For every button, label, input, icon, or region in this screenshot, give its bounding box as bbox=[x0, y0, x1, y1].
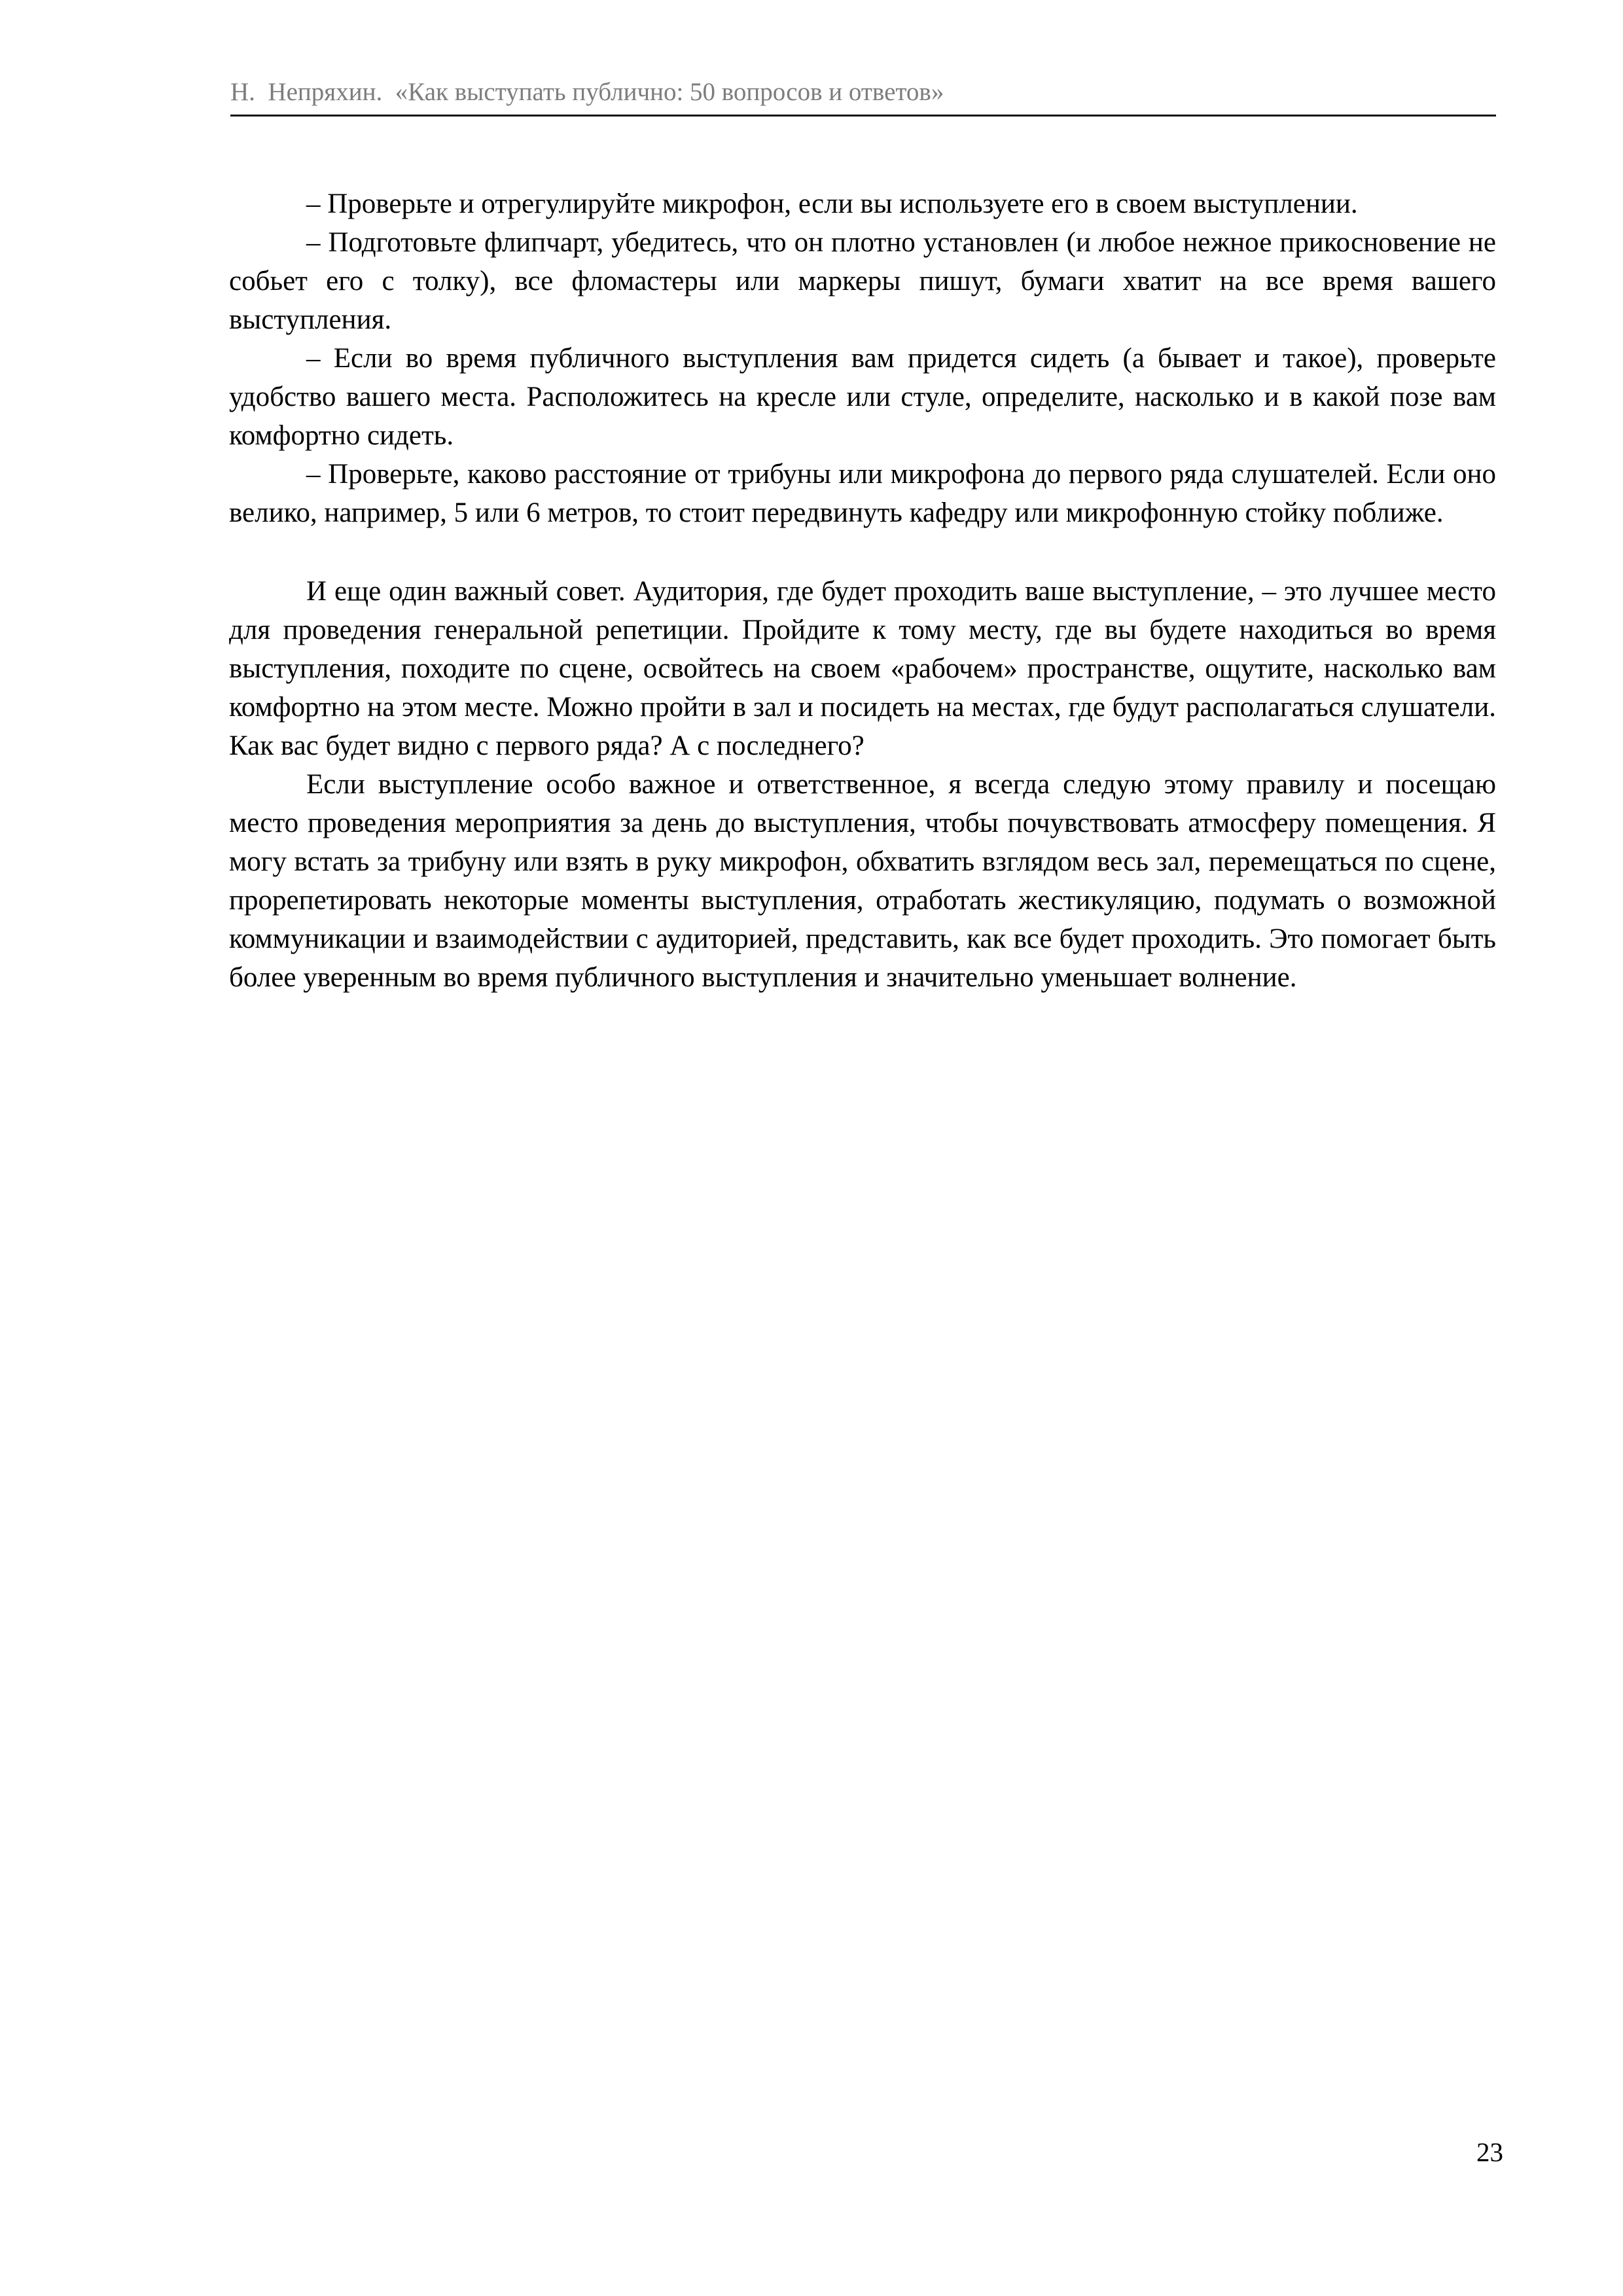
paragraph: – Проверьте и отрегулируйте микрофон, если вы используете его в своем выступлении. bbox=[306, 188, 1358, 219]
page-number: 23 bbox=[1476, 2137, 1503, 2167]
paragraph: И еще один важный совет. Аудитория, где будет проходить ваше выступление, – это лучшее место для проведения генеральной репетиции. Пройдите к тому месту, где вы будете находиться во время выступления, походите по сцене, освойтесь на своем «рабочем» пространстве, ощутите, насколько вам комфортно на этом месте. Можно пройти в зал и посидеть на местах, где будут располагаться слушатели. Как вас будет видно с первого ряда? А с последнего? bbox=[229, 576, 1496, 761]
paragraph: – Проверьте, каково расстояние от трибуны или микрофона до первого ряда слушателей. Если оно велико, например, 5 или 6 метров, то стоит передвинуть кафедру или микрофонную стойку поближе. bbox=[229, 459, 1496, 528]
running-header: Н. Непряхин. «Как выступать публично: 50 вопросов и ответов» bbox=[230, 78, 944, 106]
paragraph: Если выступление особо важное и ответственное, я всегда следую этому правилу и посещаю место проведения мероприятия за день до выступления, чтобы почувствовать атмосферу помещения. Я могу встать за трибуну или взять в руку микрофон, обхватить взглядом весь зал, перемещаться по сцене, прорепетировать некоторые моменты выступления, отработать жестикуляцию, подумать о возможной коммуникации и взаимодействии с аудиторией, представить, как все будет проходить. Это помогает быть более уверенным во время публичного выступления и значительно уменьшает волнение. bbox=[229, 769, 1496, 993]
paragraph: – Подготовьте флипчарт, убедитесь, что он плотно установлен (и любое нежное прикосновение не собьет его с толку), все фломастеры или маркеры пишут, бумаги хватит на все время вашего выступления. bbox=[229, 227, 1496, 335]
paragraph: – Если во время публичного выступления вам придется сидеть (а бывает и такое), проверьте удобство вашего места. Расположитесь на кресле или стуле, определите, насколько и в какой позе вам комфортно сидеть. bbox=[229, 343, 1496, 451]
header-rule bbox=[230, 115, 1496, 117]
body-text bbox=[229, 185, 1496, 997]
